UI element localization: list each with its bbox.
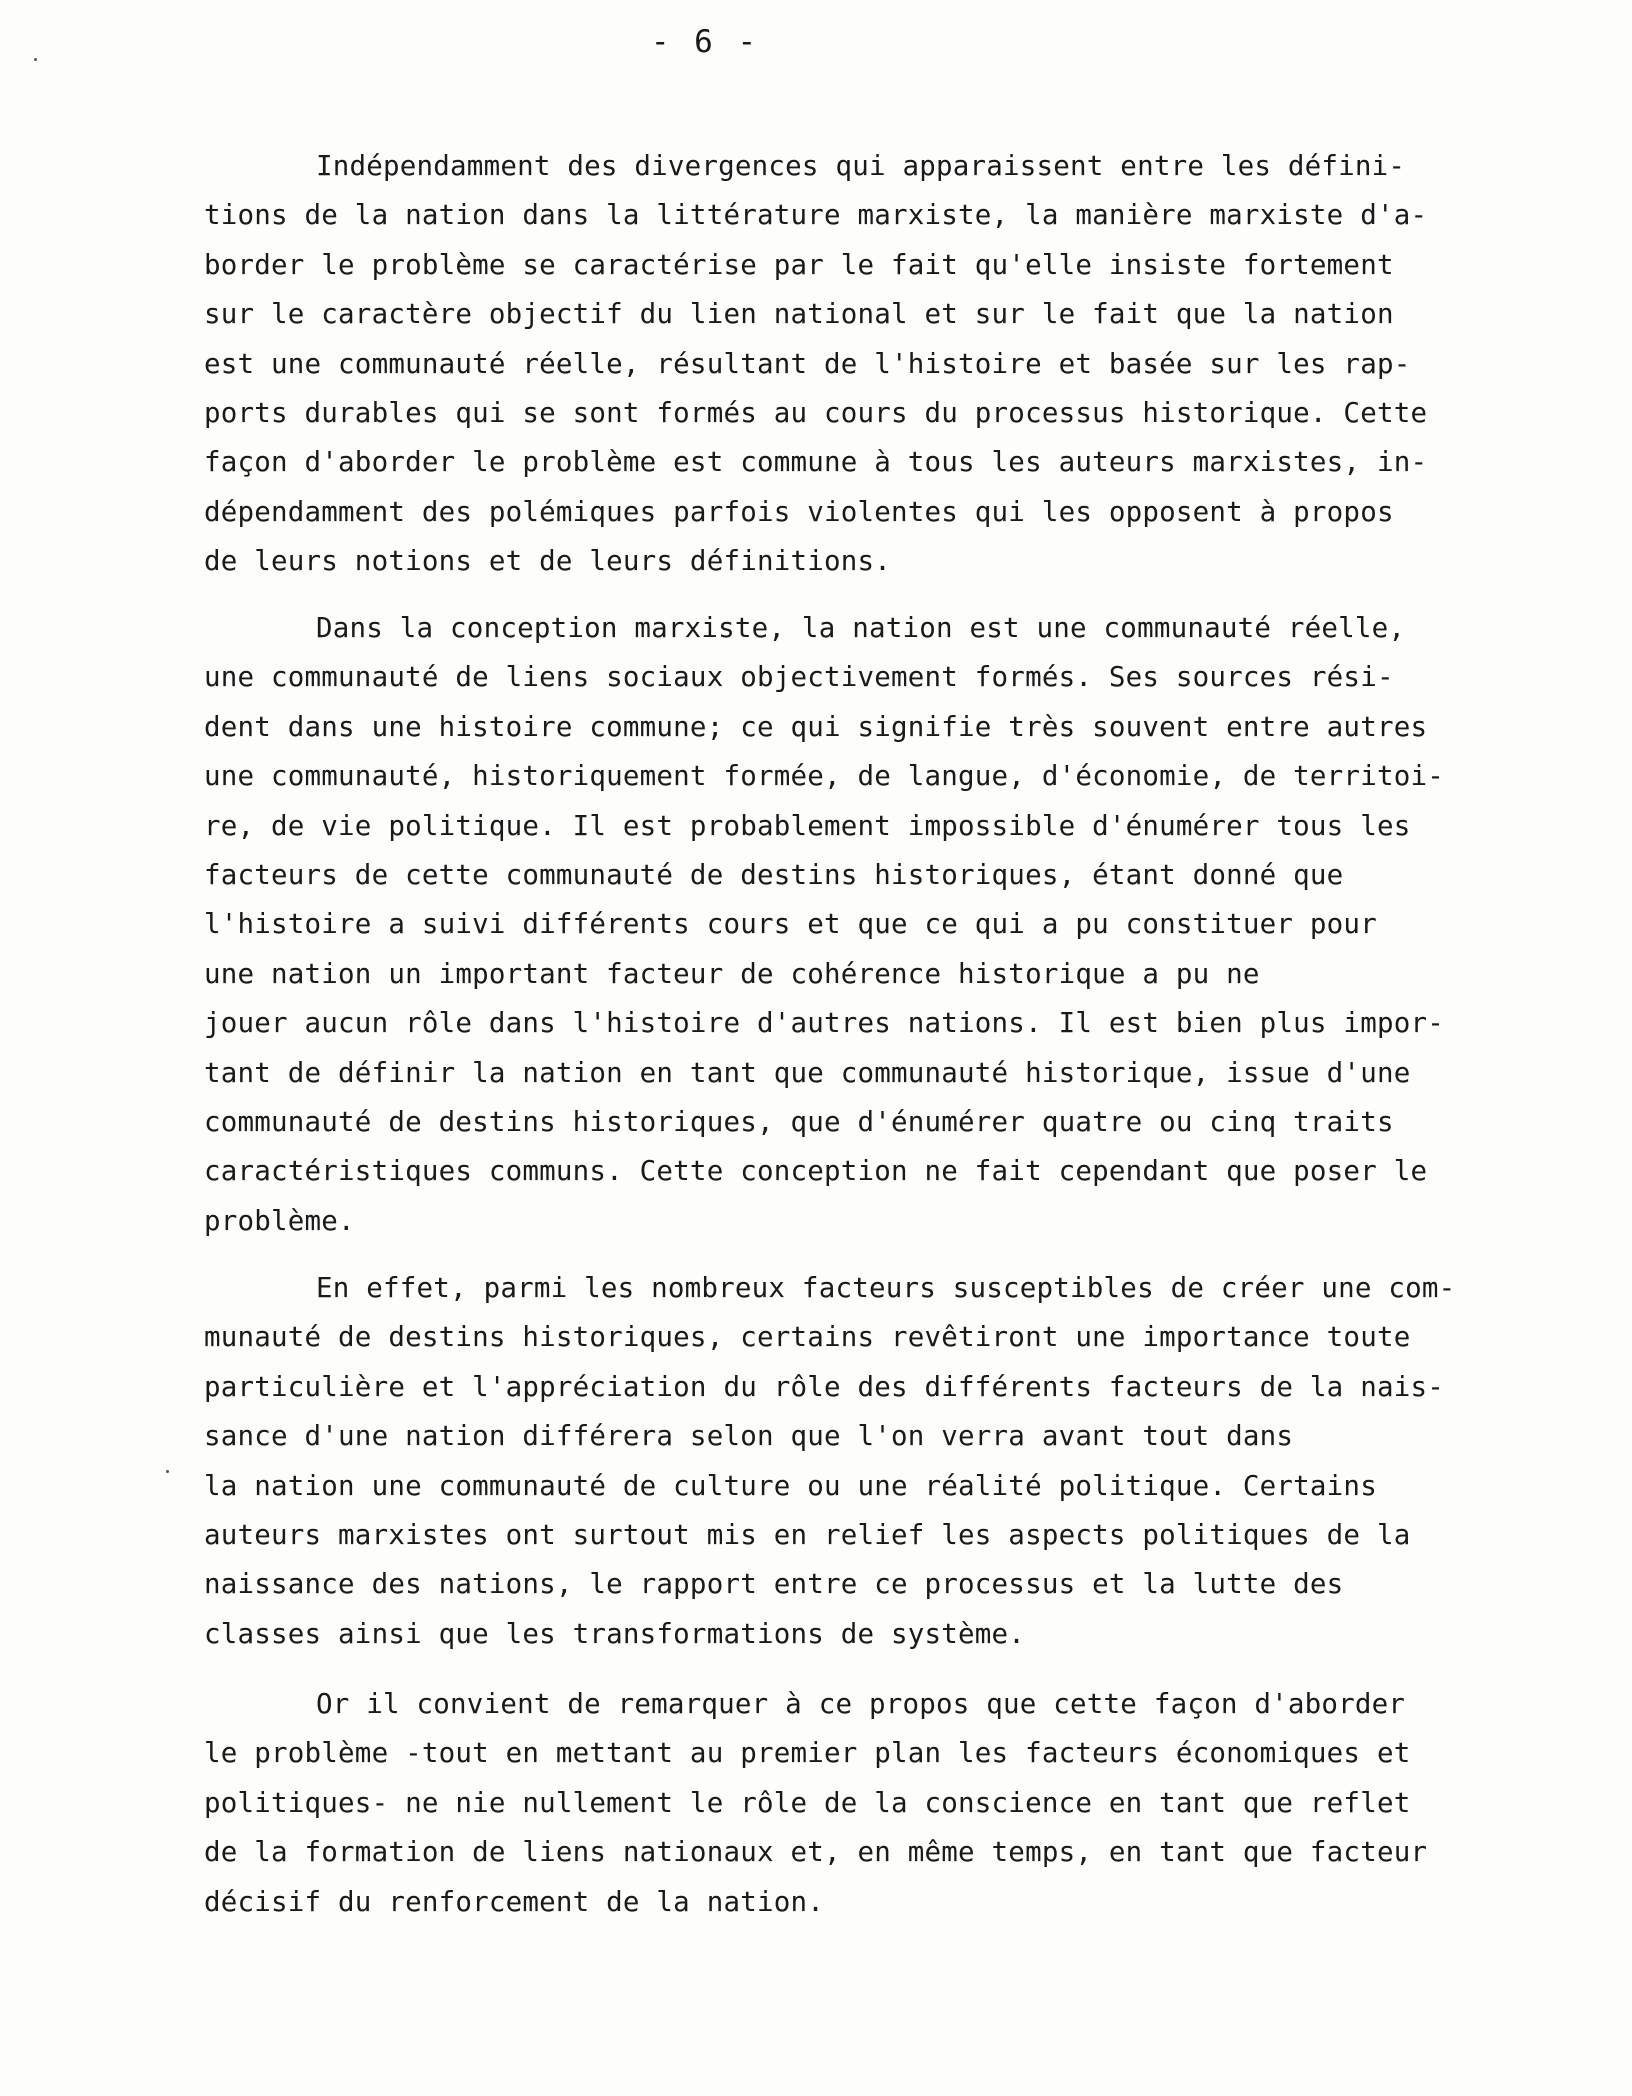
paper-speck	[166, 1470, 169, 1473]
text-line: dent dans une histoire commune; ce qui signifie très souvent entre autres	[204, 710, 1428, 743]
page-number: - 6 -	[650, 24, 760, 60]
paragraph-3	[204, 1264, 1584, 1659]
text-line: Dans la conception marxiste, la nation est une communauté réelle,	[316, 612, 1406, 644]
text-line: de leurs notions et de leurs définitions.	[204, 545, 892, 578]
text-line: le problème -tout en mettant au premier plan les facteurs économiques et	[204, 1737, 1411, 1770]
text-line: politiques- ne nie nullement le rôle de la conscience en tant que reflet	[204, 1786, 1411, 1819]
text-line: classes ainsi que les transformations de système.	[204, 1617, 1026, 1650]
text-line: communauté de destins historiques, que d'énumérer quatre ou cinq traits	[204, 1106, 1394, 1139]
text-line: est une communauté réelle, résultant de l'histoire et basée sur les rap-	[204, 347, 1411, 380]
text-line: border le problème se caractérise par le fait qu'elle insiste fortement	[204, 248, 1394, 281]
text-line: tant de définir la nation en tant que communauté historique, issue d'une	[204, 1056, 1411, 1089]
paper-speck	[34, 58, 37, 61]
text-line: facteurs de cette communauté de destins historiques, étant donné que	[204, 859, 1344, 892]
text-line: caractéristiques communs. Cette conception ne fait cependant que poser le	[204, 1155, 1428, 1188]
text-line: une nation un important facteur de cohérence historique a pu ne	[204, 957, 1260, 990]
text-line: munauté de destins historiques, certains revêtiront une importance toute	[204, 1321, 1411, 1354]
text-line: particulière et l'appréciation du rôle des différents facteurs de la nais-	[204, 1370, 1444, 1403]
text-line: re, de vie politique. Il est probablement impossible d'énumérer tous les	[204, 809, 1411, 842]
paragraph-4	[204, 1680, 1584, 1927]
text-line: une communauté, historiquement formée, de langue, d'économie, de territoi-	[204, 760, 1444, 793]
text-line: Or il convient de remarquer à ce propos que cette façon d'aborder	[316, 1688, 1406, 1720]
paragraph-1	[204, 142, 1584, 587]
text-line: de la formation de liens nationaux et, en même temps, en tant que facteur	[204, 1836, 1428, 1869]
text-line: ports durables qui se sont formés au cours du processus historique. Cette	[204, 397, 1428, 430]
text-line: auteurs marxistes ont surtout mis en relief les aspects politiques de la	[204, 1519, 1411, 1552]
text-line: façon d'aborder le problème est commune à tous les auteurs marxistes, in-	[204, 446, 1428, 479]
text-line: jouer aucun rôle dans l'histoire d'autres nations. Il est bien plus impor-	[204, 1007, 1444, 1040]
text-line: décisif du renforcement de la nation.	[204, 1885, 824, 1918]
text-line: une communauté de liens sociaux objectivement formés. Ses sources rési-	[204, 661, 1394, 694]
text-line: problème.	[204, 1204, 355, 1237]
text-line: En effet, parmi les nombreux facteurs susceptibles de créer une com-	[316, 1272, 1456, 1304]
text-line: sance d'une nation différera selon que l'on verra avant tout dans	[204, 1420, 1294, 1453]
text-line: tions de la nation dans la littérature marxiste, la manière marxiste d'a-	[204, 199, 1428, 232]
text-line: la nation une communauté de culture ou une réalité politique. Certains	[204, 1469, 1377, 1502]
text-line: naissance des nations, le rapport entre ce processus et la lutte des	[204, 1568, 1344, 1601]
text-line: sur le caractère objectif du lien national et sur le fait que la nation	[204, 298, 1394, 331]
text-line: dépendamment des polémiques parfois violentes qui les opposent à propos	[204, 495, 1394, 528]
text-line: l'histoire a suivi différents cours et que ce qui a pu constituer pour	[204, 908, 1377, 941]
text-line: Indépendamment des divergences qui apparaissent entre les défini-	[316, 150, 1406, 182]
paragraph-2	[204, 604, 1584, 1246]
